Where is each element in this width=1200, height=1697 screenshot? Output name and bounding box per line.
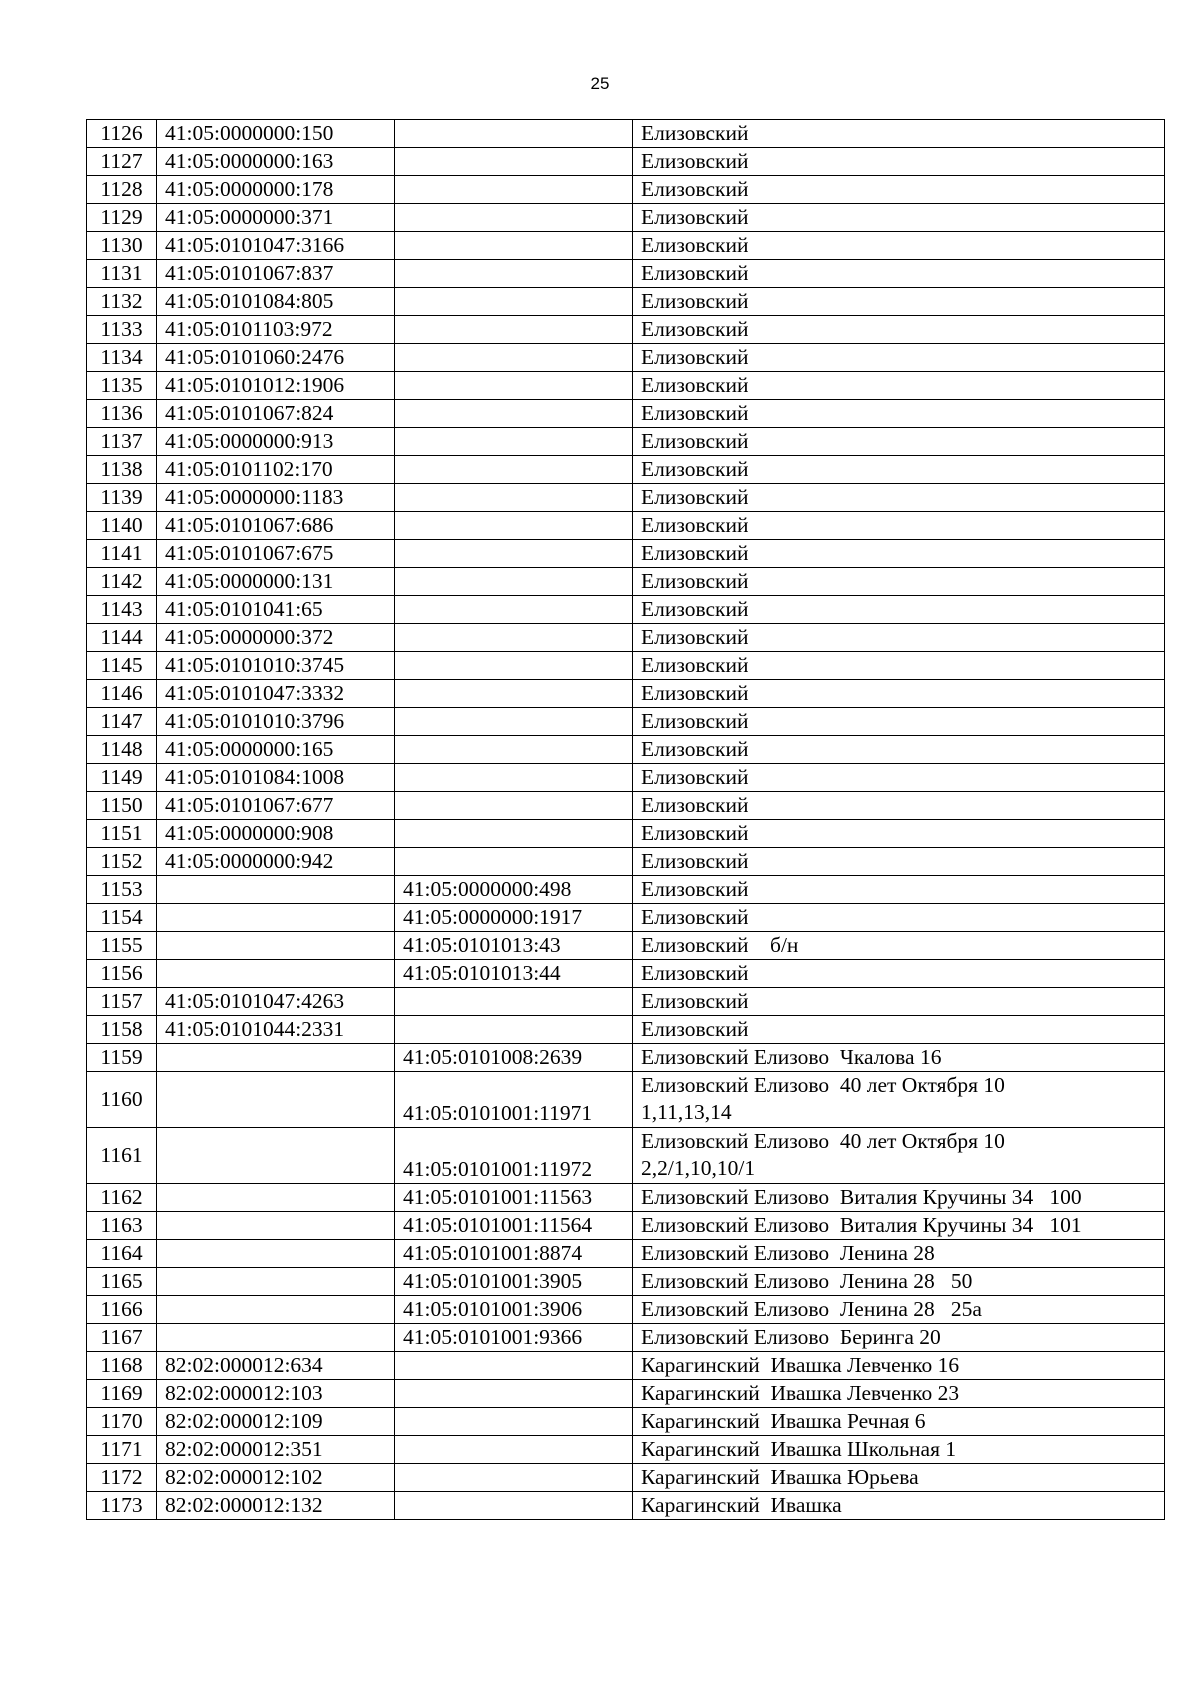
- address-cell: Елизовский Елизово 40 лет Октября 10 1,11,13,14: [633, 1072, 1165, 1128]
- cadastral-number-2-cell: [395, 288, 633, 316]
- table-row: [87, 120, 1165, 148]
- table-row: [87, 1380, 1165, 1408]
- address-cell: Карагинский Ивашка Левченко 16: [633, 1352, 1165, 1380]
- cadastral-number-2-cell: [395, 316, 633, 344]
- row-number-cell: 1162: [87, 1184, 157, 1212]
- table-row: [87, 260, 1165, 288]
- row-number-cell: 1170: [87, 1408, 157, 1436]
- address-cell: Карагинский Ивашка Речная 6: [633, 1408, 1165, 1436]
- table-row: [87, 204, 1165, 232]
- cadastral-number-2-cell: 41:05:0101001:3905: [395, 1268, 633, 1296]
- cadastral-number-cell: 41:05:0101047:3166: [157, 232, 395, 260]
- table-row: [87, 1352, 1165, 1380]
- row-number-cell: 1164: [87, 1240, 157, 1268]
- cadastral-number-cell: 41:05:0000000:178: [157, 176, 395, 204]
- row-number-cell: 1127: [87, 148, 157, 176]
- row-number-cell: 1161: [87, 1128, 157, 1184]
- table-row: [87, 316, 1165, 344]
- cadastral-number-cell: 41:05:0101047:4263: [157, 988, 395, 1016]
- row-number-cell: 1138: [87, 456, 157, 484]
- row-number-cell: 1145: [87, 652, 157, 680]
- row-number-cell: 1152: [87, 848, 157, 876]
- row-number-cell: 1154: [87, 904, 157, 932]
- row-number-cell: 1147: [87, 708, 157, 736]
- row-number-cell: 1166: [87, 1296, 157, 1324]
- table-row: [87, 1268, 1165, 1296]
- table-row: [87, 596, 1165, 624]
- address-cell: Елизовский: [633, 316, 1165, 344]
- registry-table-body: [87, 120, 1165, 1520]
- cadastral-number-2-cell: [395, 988, 633, 1016]
- row-number-cell: 1128: [87, 176, 157, 204]
- cadastral-number-cell: 41:05:0101084:1008: [157, 764, 395, 792]
- cadastral-number-2-cell: [395, 260, 633, 288]
- address-cell: Елизовский: [633, 484, 1165, 512]
- cadastral-number-cell: 82:02:000012:351: [157, 1436, 395, 1464]
- cadastral-number-2-cell: 41:05:0101008:2639: [395, 1044, 633, 1072]
- row-number-cell: 1163: [87, 1212, 157, 1240]
- cadastral-number-cell: 82:02:000012:132: [157, 1492, 395, 1520]
- table-row: [87, 1184, 1165, 1212]
- address-cell: Елизовский: [633, 624, 1165, 652]
- cadastral-number-cell: [157, 1296, 395, 1324]
- table-row: [87, 904, 1165, 932]
- cadastral-number-cell: 41:05:0101012:1906: [157, 372, 395, 400]
- row-number-cell: 1143: [87, 596, 157, 624]
- row-number-cell: 1129: [87, 204, 157, 232]
- cadastral-number-2-cell: [395, 764, 633, 792]
- cadastral-number-cell: 82:02:000012:103: [157, 1380, 395, 1408]
- table-row: [87, 456, 1165, 484]
- row-number-cell: 1141: [87, 540, 157, 568]
- table-row: [87, 1436, 1165, 1464]
- address-cell: Елизовский: [633, 176, 1165, 204]
- cadastral-number-2-cell: [395, 344, 633, 372]
- table-row: [87, 932, 1165, 960]
- address-cell: Карагинский Ивашка Левченко 23: [633, 1380, 1165, 1408]
- table-row: [87, 820, 1165, 848]
- address-cell: Елизовский: [633, 148, 1165, 176]
- cadastral-number-cell: 41:05:0101067:686: [157, 512, 395, 540]
- table-row: [87, 176, 1165, 204]
- cadastral-number-cell: [157, 1072, 395, 1128]
- table-row: [87, 1296, 1165, 1324]
- address-cell: Елизовский: [633, 596, 1165, 624]
- cadastral-number-cell: 41:05:0101084:805: [157, 288, 395, 316]
- cadastral-number-cell: 41:05:0000000:371: [157, 204, 395, 232]
- row-number-cell: 1158: [87, 1016, 157, 1044]
- cadastral-number-2-cell: [395, 232, 633, 260]
- cadastral-number-cell: [157, 960, 395, 988]
- row-number-cell: 1151: [87, 820, 157, 848]
- cadastral-number-2-cell: [395, 1464, 633, 1492]
- cadastral-number-cell: [157, 1184, 395, 1212]
- cadastral-number-cell: [157, 932, 395, 960]
- table-row: [87, 736, 1165, 764]
- row-number-cell: 1156: [87, 960, 157, 988]
- cadastral-number-cell: 41:05:0000000:372: [157, 624, 395, 652]
- cadastral-number-2-cell: 41:05:0101013:44: [395, 960, 633, 988]
- table-row: [87, 988, 1165, 1016]
- address-cell: Елизовский: [633, 120, 1165, 148]
- cadastral-number-2-cell: [395, 372, 633, 400]
- row-number-cell: 1126: [87, 120, 157, 148]
- address-cell: Елизовский: [633, 848, 1165, 876]
- address-cell: Карагинский Ивашка Юрьева: [633, 1464, 1165, 1492]
- cadastral-number-2-cell: [395, 680, 633, 708]
- table-row: [87, 484, 1165, 512]
- cadastral-number-cell: [157, 1268, 395, 1296]
- row-number-cell: 1136: [87, 400, 157, 428]
- cadastral-number-cell: 41:05:0101103:972: [157, 316, 395, 344]
- table-row: [87, 764, 1165, 792]
- address-cell: Елизовский: [633, 568, 1165, 596]
- address-cell: Елизовский: [633, 428, 1165, 456]
- row-number-cell: 1132: [87, 288, 157, 316]
- cadastral-number-cell: 41:05:0101067:677: [157, 792, 395, 820]
- address-cell: Елизовский: [633, 764, 1165, 792]
- cadastral-number-cell: 41:05:0000000:131: [157, 568, 395, 596]
- cadastral-number-2-cell: [395, 736, 633, 764]
- cadastral-number-2-cell: [395, 204, 633, 232]
- address-cell: Елизовский: [633, 344, 1165, 372]
- address-cell: Елизовский: [633, 260, 1165, 288]
- table-row: [87, 400, 1165, 428]
- table-row: [87, 1408, 1165, 1436]
- cadastral-number-cell: 41:05:0101010:3796: [157, 708, 395, 736]
- address-cell: Елизовский Елизово Ленина 28 50: [633, 1268, 1165, 1296]
- cadastral-number-cell: 41:05:0101047:3332: [157, 680, 395, 708]
- address-cell: Елизовский: [633, 288, 1165, 316]
- cadastral-number-2-cell: 41:05:0101013:43: [395, 932, 633, 960]
- address-cell: Елизовский Елизово Виталия Кручины 34 100: [633, 1184, 1165, 1212]
- cadastral-number-2-cell: [395, 176, 633, 204]
- address-cell: Елизовский: [633, 876, 1165, 904]
- cadastral-number-2-cell: 41:05:0101001:11564: [395, 1212, 633, 1240]
- address-cell: Карагинский Ивашка Школьная 1: [633, 1436, 1165, 1464]
- table-row: [87, 568, 1165, 596]
- cadastral-number-2-cell: [395, 400, 633, 428]
- table-row: [87, 960, 1165, 988]
- address-cell: Елизовский: [633, 456, 1165, 484]
- cadastral-number-2-cell: [395, 1492, 633, 1520]
- address-cell: Елизовский: [633, 736, 1165, 764]
- row-number-cell: 1134: [87, 344, 157, 372]
- cadastral-number-2-cell: [395, 456, 633, 484]
- table-row: [87, 792, 1165, 820]
- row-number-cell: 1173: [87, 1492, 157, 1520]
- address-cell: Елизовский: [633, 960, 1165, 988]
- cadastral-number-2-cell: [395, 120, 633, 148]
- table-row: [87, 512, 1165, 540]
- address-cell: Елизовский: [633, 820, 1165, 848]
- table-row: [87, 1212, 1165, 1240]
- cadastral-number-2-cell: [395, 484, 633, 512]
- address-cell: Елизовский Елизово Ленина 28 25а: [633, 1296, 1165, 1324]
- address-cell: Елизовский: [633, 792, 1165, 820]
- address-cell: Елизовский Елизово Виталия Кручины 34 101: [633, 1212, 1165, 1240]
- cadastral-number-cell: 41:05:0101067:837: [157, 260, 395, 288]
- cadastral-number-2-cell: [395, 568, 633, 596]
- address-cell: Елизовский: [633, 372, 1165, 400]
- table-row: [87, 1240, 1165, 1268]
- row-number-cell: 1146: [87, 680, 157, 708]
- table-row: [87, 1128, 1165, 1184]
- cadastral-number-cell: [157, 904, 395, 932]
- row-number-cell: 1139: [87, 484, 157, 512]
- cadastral-number-2-cell: 41:05:0000000:498: [395, 876, 633, 904]
- cadastral-number-2-cell: [395, 428, 633, 456]
- cadastral-number-2-cell: [395, 1016, 633, 1044]
- row-number-cell: 1130: [87, 232, 157, 260]
- address-cell: Елизовский Елизово Беринга 20: [633, 1324, 1165, 1352]
- address-cell: Карагинский Ивашка: [633, 1492, 1165, 1520]
- address-cell: Елизовский Елизово Ленина 28: [633, 1240, 1165, 1268]
- cadastral-number-cell: [157, 1324, 395, 1352]
- cadastral-number-2-cell: 41:05:0101001:8874: [395, 1240, 633, 1268]
- address-cell: Елизовский: [633, 988, 1165, 1016]
- cadastral-number-2-cell: [395, 1380, 633, 1408]
- cadastral-number-2-cell: 41:05:0101001:11563: [395, 1184, 633, 1212]
- table-row: [87, 848, 1165, 876]
- table-row: [87, 232, 1165, 260]
- address-cell: Елизовский: [633, 680, 1165, 708]
- cadastral-number-cell: 41:05:0000000:1183: [157, 484, 395, 512]
- cadastral-number-2-cell: [395, 540, 633, 568]
- table-row: [87, 680, 1165, 708]
- table-row: [87, 540, 1165, 568]
- row-number-cell: 1155: [87, 932, 157, 960]
- row-number-cell: 1165: [87, 1268, 157, 1296]
- address-cell: Елизовский Елизово Чкалова 16: [633, 1044, 1165, 1072]
- row-number-cell: 1137: [87, 428, 157, 456]
- row-number-cell: 1135: [87, 372, 157, 400]
- cadastral-number-cell: [157, 1128, 395, 1184]
- cadastral-number-2-cell: [395, 1408, 633, 1436]
- cadastral-number-cell: [157, 1240, 395, 1268]
- table-row: [87, 624, 1165, 652]
- row-number-cell: 1131: [87, 260, 157, 288]
- cadastral-number-cell: [157, 876, 395, 904]
- table-row: [87, 708, 1165, 736]
- cadastral-number-2-cell: 41:05:0101001:11972: [395, 1128, 633, 1184]
- cadastral-number-cell: 82:02:000012:102: [157, 1464, 395, 1492]
- row-number-cell: 1168: [87, 1352, 157, 1380]
- cadastral-number-2-cell: [395, 820, 633, 848]
- row-number-cell: 1148: [87, 736, 157, 764]
- row-number-cell: 1149: [87, 764, 157, 792]
- cadastral-number-cell: 41:05:0101041:65: [157, 596, 395, 624]
- address-cell: Елизовский: [633, 1016, 1165, 1044]
- row-number-cell: 1172: [87, 1464, 157, 1492]
- cadastral-number-2-cell: [395, 1436, 633, 1464]
- address-cell: Елизовский: [633, 708, 1165, 736]
- address-cell: Елизовский: [633, 652, 1165, 680]
- row-number-cell: 1159: [87, 1044, 157, 1072]
- cadastral-number-2-cell: [395, 792, 633, 820]
- cadastral-number-2-cell: [395, 708, 633, 736]
- cadastral-number-cell: 41:05:0000000:163: [157, 148, 395, 176]
- row-number-cell: 1142: [87, 568, 157, 596]
- row-number-cell: 1157: [87, 988, 157, 1016]
- row-number-cell: 1171: [87, 1436, 157, 1464]
- address-cell: Елизовский б/н: [633, 932, 1165, 960]
- cadastral-number-cell: 41:05:0101060:2476: [157, 344, 395, 372]
- row-number-cell: 1144: [87, 624, 157, 652]
- table-row: [87, 148, 1165, 176]
- cadastral-number-cell: 41:05:0101010:3745: [157, 652, 395, 680]
- page-number: 25: [590, 74, 610, 93]
- table-row: [87, 288, 1165, 316]
- row-number-cell: 1169: [87, 1380, 157, 1408]
- cadastral-number-2-cell: 41:05:0101001:3906: [395, 1296, 633, 1324]
- cadastral-number-cell: 41:05:0101102:170: [157, 456, 395, 484]
- cadastral-number-2-cell: [395, 512, 633, 540]
- cadastral-number-cell: 41:05:0000000:165: [157, 736, 395, 764]
- table-row: [87, 372, 1165, 400]
- cadastral-number-cell: [157, 1212, 395, 1240]
- address-cell: Елизовский: [633, 512, 1165, 540]
- cadastral-number-2-cell: [395, 624, 633, 652]
- table-row: [87, 1044, 1165, 1072]
- cadastral-number-2-cell: [395, 148, 633, 176]
- row-number-cell: 1133: [87, 316, 157, 344]
- address-cell: Елизовский: [633, 540, 1165, 568]
- row-number-cell: 1140: [87, 512, 157, 540]
- cadastral-number-cell: 41:05:0000000:908: [157, 820, 395, 848]
- cadastral-number-cell: 41:05:0000000:942: [157, 848, 395, 876]
- address-cell: Елизовский: [633, 400, 1165, 428]
- cadastral-number-2-cell: [395, 652, 633, 680]
- registry-table: [86, 119, 1165, 1520]
- table-row: [87, 428, 1165, 456]
- cadastral-number-cell: 82:02:000012:109: [157, 1408, 395, 1436]
- table-row: [87, 1072, 1165, 1128]
- address-cell: Елизовский: [633, 232, 1165, 260]
- cadastral-number-cell: 41:05:0000000:913: [157, 428, 395, 456]
- cadastral-number-cell: 41:05:0000000:150: [157, 120, 395, 148]
- row-number-cell: 1150: [87, 792, 157, 820]
- cadastral-number-2-cell: 41:05:0101001:11971: [395, 1072, 633, 1128]
- address-cell: Елизовский Елизово 40 лет Октября 10 2,2/1,10,10/1: [633, 1128, 1165, 1184]
- row-number-cell: 1160: [87, 1072, 157, 1128]
- cadastral-number-cell: 41:05:0101044:2331: [157, 1016, 395, 1044]
- table-row: [87, 1016, 1165, 1044]
- table-row: [87, 1492, 1165, 1520]
- cadastral-number-2-cell: [395, 596, 633, 624]
- cadastral-number-2-cell: 41:05:0101001:9366: [395, 1324, 633, 1352]
- cadastral-number-cell: 41:05:0101067:824: [157, 400, 395, 428]
- address-cell: Елизовский: [633, 904, 1165, 932]
- table-row: [87, 652, 1165, 680]
- address-cell: Елизовский: [633, 204, 1165, 232]
- table-row: [87, 1324, 1165, 1352]
- cadastral-number-2-cell: 41:05:0000000:1917: [395, 904, 633, 932]
- cadastral-number-2-cell: [395, 1352, 633, 1380]
- cadastral-number-cell: 82:02:000012:634: [157, 1352, 395, 1380]
- table-row: [87, 344, 1165, 372]
- table-row: [87, 1464, 1165, 1492]
- cadastral-number-cell: [157, 1044, 395, 1072]
- row-number-cell: 1153: [87, 876, 157, 904]
- cadastral-number-cell: 41:05:0101067:675: [157, 540, 395, 568]
- row-number-cell: 1167: [87, 1324, 157, 1352]
- table-row: [87, 876, 1165, 904]
- cadastral-number-2-cell: [395, 848, 633, 876]
